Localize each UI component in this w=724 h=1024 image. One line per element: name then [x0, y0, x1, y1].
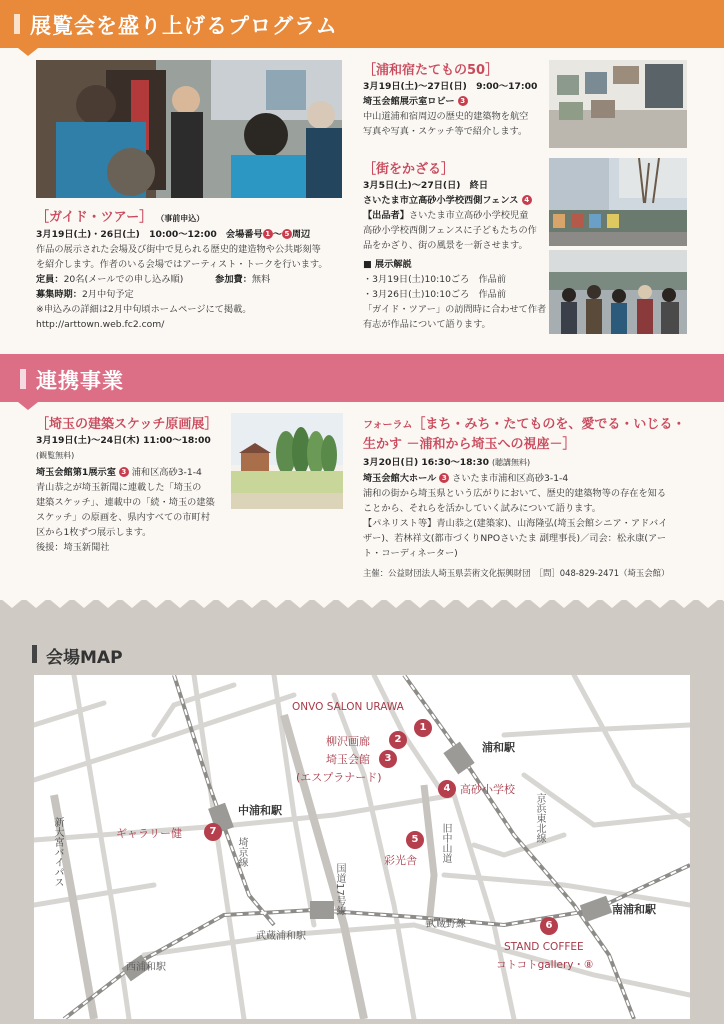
sketch-painting [231, 413, 343, 509]
shin-omiya-bypass-label: 新大宮バイパス [52, 817, 63, 887]
zigzag-edge [0, 598, 724, 610]
guide-date: 3月19日(土)・26日(土) 10:00～12:00 会場番号 1 ～ 5 周辺 [36, 229, 311, 240]
saikyo-line-label: 埼京線 [236, 837, 247, 867]
section-header-program [0, 0, 724, 48]
saitama-kaikan-label: 埼玉会館 [326, 753, 370, 766]
sketch-date: 3月19日(土)～24日(木) 11:00～18:00 [36, 435, 211, 446]
sketch-title: ［埼玉の建築スケッチ原画展］ [36, 417, 218, 432]
guide-title: ［ガイド・ツアー］ （事前申込） [36, 210, 205, 225]
header-notch [0, 48, 724, 56]
sketch-sponsor: 後援：埼玉新聞社 [36, 542, 110, 553]
forum-title-2: 生かす －浦和から埼玉への視座－］ [363, 437, 576, 452]
machi-explain-1: ・3月19日(土)10:10ごろ 作品前 [363, 274, 507, 285]
venue-map [34, 675, 690, 1019]
machi-title: ［街をかざる］ [363, 162, 455, 177]
yanagisawa-gallery-label: 柳沢画廊 [326, 735, 370, 748]
machi-explain-4: 有志が作品について語ります。 [363, 319, 491, 330]
venue-pin-7[interactable]: 7 [204, 823, 222, 841]
urawa50-title: ［浦和宿たてもの50］ [363, 63, 499, 78]
musashino-line-label: 武蔵野線 [426, 919, 466, 930]
section-header-partner [0, 354, 724, 402]
forum-venue: 埼玉会館大ホール 3 さいたま市浦和区高砂3-1-4 [363, 473, 569, 484]
machi-desc-2: 品をかざり、街の風景を一新させます。 [363, 240, 528, 251]
venue-pin-3[interactable]: 3 [379, 750, 397, 768]
guide-period: 募集時期：2月中旬予定 [36, 289, 134, 300]
forum-panel-2: ザー)、若林祥文(都市づくりNPOさいたま 副理事長)／司会：松永康(アー [363, 533, 667, 544]
forum-desc-2: ことから、それらを活かしていく試みについて語ります。 [363, 503, 601, 514]
gallery-ken-label: ギャラリー健 [116, 827, 182, 840]
machi-venue: さいたま市立高砂小学校西側フェンス 4 [363, 194, 532, 209]
forum-panel-3: ト・コーディネーター) [363, 548, 458, 559]
nakaurawa-station-label: 中浦和駅 [238, 804, 282, 817]
stand-coffee-label: STAND COFFEE [504, 941, 584, 953]
esplanade-label: (エスプラナード) [296, 771, 382, 784]
machi-exhibitor: 【出品者】さいたま市立高砂小学校児童 [363, 210, 529, 221]
guide-desc-2: を紹介します。作者のいる会場ではアーティスト・トークを行います。 [36, 259, 328, 270]
saikosha-label: 彩光舎 [384, 854, 417, 867]
sketch-desc-2: 建築スケッチ」、連載中の「続・埼玉の建築 [36, 497, 215, 508]
urawa50-exhibit-photo [549, 60, 687, 148]
musashiurawa-station-label: 武蔵浦和駅 [256, 931, 306, 942]
guide-url-link[interactable]: http://arttown.web.fc2.com/ [36, 319, 165, 330]
machi-explain-label: ■ 展示解説 [363, 259, 412, 270]
sketch-free: (観覧無料) [36, 451, 75, 460]
forum-panel-1: 【パネリスト等】青山恭之(建築家)、山海隆弘(埼玉会館シニア・アドバイ [363, 518, 668, 529]
guide-apply-note: （事前申込） [160, 214, 205, 223]
sketch-venue: 埼玉会館第1展示室 3 浦和区高砂3-1-4 [36, 467, 202, 478]
section-title: 展覧会を盛り上げるプログラム [30, 10, 338, 40]
forum-title-1: フォーラム［まち・みち・たてものを、愛でる・いじる・ [363, 417, 686, 432]
venue-pin-4[interactable]: 4 [438, 780, 456, 798]
sketch-desc-4: 区から1枚ずつ展示します。 [36, 527, 152, 538]
urawa-station-label: 浦和駅 [482, 741, 515, 754]
forum-date: 3月20日(日) 16:30～18:30 (聴講無料) [363, 457, 531, 468]
minamiurawa-station-label: 南浦和駅 [612, 903, 656, 916]
fence-tour-photo [549, 250, 687, 334]
guide-capacity: 定員：20名(メールでの申し込み順) 参加費：無料 [36, 274, 271, 285]
forum-label: フォーラム [363, 420, 413, 431]
school-fence-photo [549, 158, 687, 246]
takasago-school-label: 高砂小学校 [460, 783, 515, 796]
urawa50-date: 3月19日(土)～27日(日) 9:00～17:00 [363, 81, 538, 92]
nishiurawa-station-label: 西浦和駅 [126, 962, 166, 973]
venue-pin-2[interactable]: 2 [389, 731, 407, 749]
machi-explain-2: ・3月26日(土)10:10ごろ 作品前 [363, 289, 507, 300]
kotokoto-gallery-label: コトコトgallery・⑧ [496, 959, 594, 971]
venue-pin-6[interactable]: 6 [540, 917, 558, 935]
venue-pin-5[interactable]: 5 [406, 831, 424, 849]
header-notch [0, 402, 724, 410]
urawa50-desc-2: 写真や写真・スケッチ等で紹介します。 [363, 126, 528, 137]
venue-pin-1[interactable]: 1 [414, 719, 432, 737]
guide-desc-1: 作品の展示された会場及び街中で見られる歴史的建造物や公共彫刻等 [36, 244, 321, 255]
guide-note: ※申込みの詳細は2月中旬頃ホームページにて掲載。 [36, 304, 252, 315]
sketch-desc-1: 青山恭之が埼玉新聞に連載した「埼玉の [36, 482, 202, 493]
machi-explain-3: 「ガイド・ツアー」の訪問時に合わせて作者 [363, 304, 547, 315]
onvo-salon-label: ONVO SALON URAWA [292, 701, 404, 713]
urawa50-desc-1: 中山道浦和宿周辺の歴史的建築物を航空 [363, 111, 529, 122]
section-title: 連携事業 [36, 365, 124, 395]
kyu-nakasendo-label: 旧中山道 [440, 823, 451, 863]
forum-desc-1: 浦和の街から埼玉県という広がりにおいて、歴史的建築物等の存在を知る [363, 488, 667, 499]
machi-date: 3月5日(土)～27日(日) 終日 [363, 180, 489, 191]
forum-host: 主催：公益財団法人埼玉県芸術文化振興財団 ［問］048-829-2471（埼玉会館） [363, 568, 670, 578]
map-title: 会場MAP [36, 643, 123, 668]
guide-tour-photo [36, 60, 342, 198]
keihin-tohoku-line-label: 京浜東北線 [534, 793, 545, 843]
route17-label: 国道17号線 [334, 863, 345, 916]
machi-desc-1: 高砂小学校西側フェンスに子どもたちの作 [363, 225, 537, 236]
sketch-desc-3: スケッチ」の原画を、県内すべての市町村 [36, 512, 210, 523]
urawa50-venue: 埼玉会館展示室ロビー 3 [363, 95, 468, 110]
